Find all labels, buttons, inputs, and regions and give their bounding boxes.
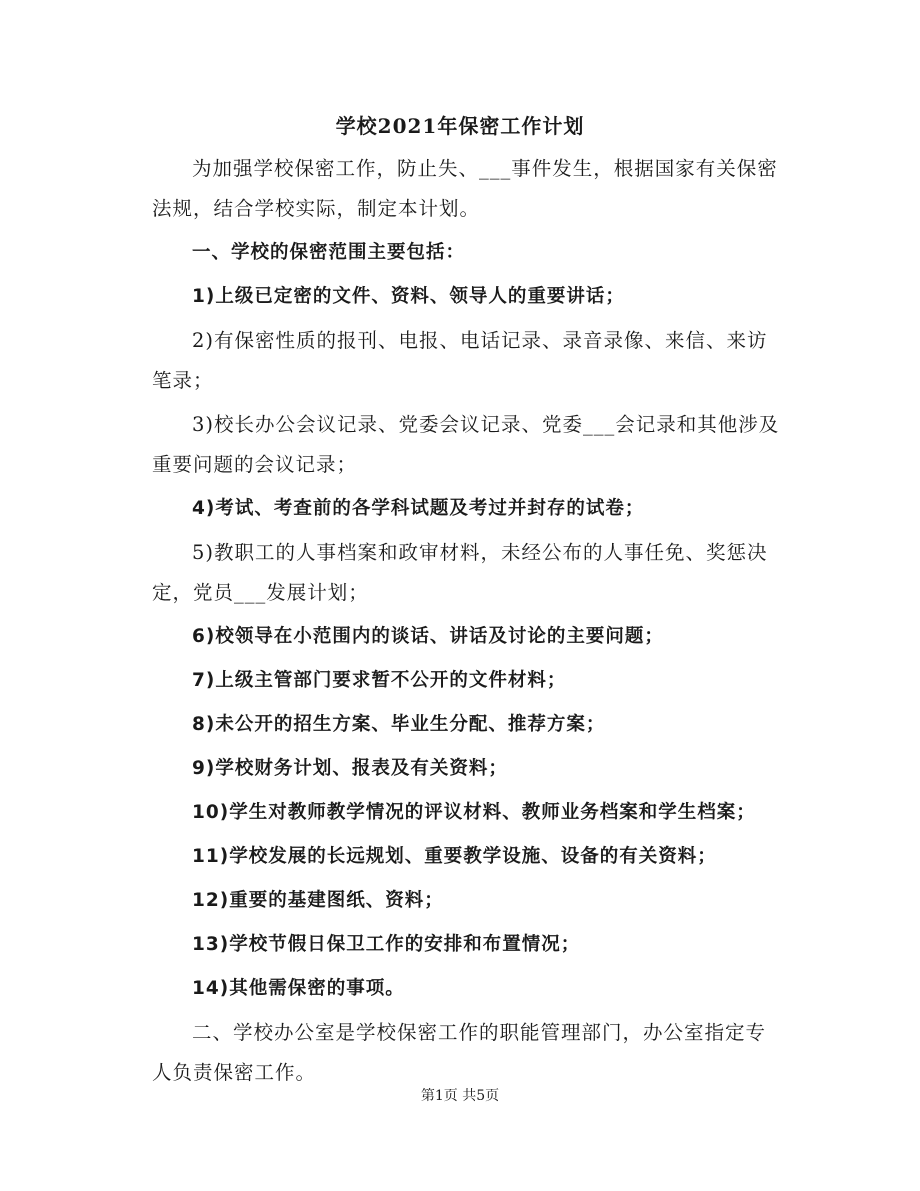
section-heading-scope: 一、学校的保密范围主要包括： — [192, 242, 466, 263]
paragraph-intro: 为加强学校保密工作，防止失、___事件发生，根据国家有关保密法规，结合学校实际，制定本计划。 — [152, 157, 778, 220]
list-item: 11)学校发展的长远规划、重要教学设施、设备的有关资料； — [192, 846, 717, 867]
list-item: 4)考试、考查前的各学科试题及考过并封存的试卷； — [192, 498, 645, 519]
list-item: 13)学校节假日保卫工作的安排和布置情况； — [192, 934, 581, 955]
section-paragraph-office: 二、学校办公室是学校保密工作的职能管理部门，办公室指定专人负责保密工作。 — [152, 1021, 767, 1084]
list-item: 9)学校财务计划、报表及有关资料； — [192, 758, 508, 779]
list-item: 12)重要的基建图纸、资料； — [192, 890, 444, 911]
list-item: 2)有保密性质的报刊、电报、电话记录、录音录像、来信、来访笔录； — [152, 329, 768, 392]
list-item: 6)校领导在小范围内的谈话、讲话及讨论的主要问题； — [192, 626, 664, 647]
list-item: 8)未公开的招生方案、毕业生分配、推荐方案； — [192, 714, 606, 735]
page-number-footer: 第1页 共5页 — [420, 1088, 500, 1104]
document-body — [152, 149, 780, 1097]
list-item: 5)教职工的人事档案和政审材料，未经公布的人事任免、奖惩决定，党员___发展计划； — [152, 541, 768, 604]
list-item: 14)其他需保密的事项。 — [192, 978, 405, 999]
document-title: 学校2021年保密工作计划 — [335, 114, 585, 138]
list-item: 10)学生对教师教学情况的评议材料、教师业务档案和学生档案； — [192, 802, 756, 823]
list-item: 3)校长办公会议记录、党委会议记录、党委___会记录和其他涉及重要问题的会议记录； — [152, 413, 780, 476]
list-item: 7)上级主管部门要求暂不公开的文件材料； — [192, 670, 567, 691]
list-item: 1)上级已定密的文件、资料、领导人的重要讲话； — [192, 286, 625, 307]
